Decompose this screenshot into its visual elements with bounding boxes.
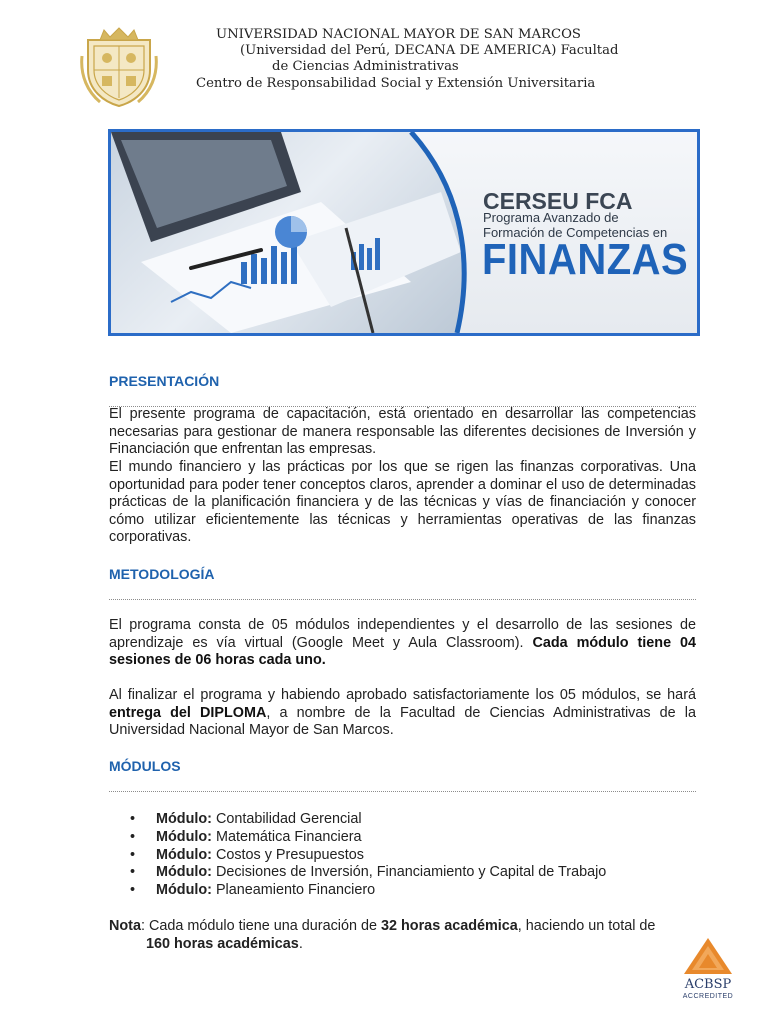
note-text-a: : Cada módulo tiene una duración de xyxy=(140,918,381,934)
section-divider xyxy=(109,791,696,792)
bullet: • xyxy=(130,882,136,899)
section-heading-presentacion: PRESENTACIÓN xyxy=(109,373,220,389)
module-name: Costos y Presupuestos xyxy=(215,846,364,863)
note-block xyxy=(109,918,655,953)
module-name: Decisiones de Inversión, Financiamiento y Capital de Trabajo xyxy=(215,864,607,881)
bullet: • xyxy=(130,828,136,845)
note-text-b: , haciendo un total de xyxy=(517,918,656,934)
header-center: Centro de Responsabilidad Social y Extensión Universitaria xyxy=(196,76,596,91)
banner-subtitle-line1: Programa Avanzado de xyxy=(483,210,619,225)
acbsp-wordmark: ACBSP xyxy=(684,977,732,992)
bullet: • xyxy=(130,864,136,881)
metodologia-p1-bold: Cada módulo tiene 04 sesiones de 06 horas cada uno. xyxy=(109,634,697,669)
section-heading-metodologia: METODOLOGÍA xyxy=(109,566,215,582)
note-hours-total: 160 horas académicas xyxy=(146,935,299,952)
note-line-2 xyxy=(109,936,655,954)
note-label: Nota xyxy=(109,918,141,934)
module-label: Módulo: xyxy=(156,811,212,827)
university-seal-logo xyxy=(80,26,158,108)
bullet: • xyxy=(130,811,136,827)
modules-list xyxy=(130,811,606,900)
module-name: Contabilidad Gerencial xyxy=(215,811,362,827)
banner-blue-arc xyxy=(111,132,483,333)
bullet: • xyxy=(130,846,136,863)
acbsp-tagline: ACCREDITED xyxy=(682,993,734,1000)
module-label: Módulo: xyxy=(156,882,212,899)
header-university-name: UNIVERSIDAD NACIONAL MAYOR DE SAN MARCOS xyxy=(216,27,581,42)
note-line-1 xyxy=(109,918,655,936)
metodologia-p2-text-a: Al finalizar el programa y habiendo aprobado satisfactoriamente los 05 módulos, se hará xyxy=(109,687,696,703)
section-divider xyxy=(109,599,696,600)
metodologia-p2-bold: entrega del DIPLOMA xyxy=(109,704,267,721)
module-name: Matemática Financiera xyxy=(215,828,362,845)
module-label: Módulo: xyxy=(156,864,212,881)
section-heading-modulos: MÓDULOS xyxy=(109,758,181,774)
presentacion-paragraph-2: El mundo financiero y las prácticas por los que se rigen las finanzas corporativas. Una oportunidad para poder tener conceptos claros, aprender a dominar el uso de determinadas prácticas de la planificación financiera y de las técnicas y vías de financiación y conocer cómo utilizar eficientemente las técnicas y herramientas operativas de las finanzas corporativas. xyxy=(109,459,696,546)
banner-title: CERSEU FCA xyxy=(483,188,633,214)
module-label: Módulo: xyxy=(156,846,212,863)
module-name: Planeamiento Financiero xyxy=(215,882,376,899)
list-item xyxy=(130,882,606,900)
header-university-subtitle: (Universidad del Perú, DECANA DE AMERICA) Facultad xyxy=(240,43,619,58)
list-item xyxy=(130,847,606,865)
header-faculty: de Ciencias Administrativas xyxy=(272,59,459,74)
metodologia-p1-text: El programa consta de 05 módulos independientes y el desarrollo de las sesiones de aprendizaje es vía virtual (Google Meet y Aula Classroom). xyxy=(109,617,696,651)
acbsp-accredited-logo xyxy=(676,936,740,1000)
program-banner xyxy=(108,129,700,336)
metodologia-paragraph-1 xyxy=(109,617,696,670)
list-item xyxy=(130,829,606,847)
module-label: Módulo: xyxy=(156,828,212,845)
note-hours-module: 32 horas académica xyxy=(381,918,518,934)
list-item xyxy=(130,864,606,882)
metodologia-p2-text-b: , a nombre de la Facultad de Ciencias Administrativas de la Universidad Nacional Mayor de San Marcos. xyxy=(109,704,697,739)
banner-subtitle-line2: Formación de Competencias en xyxy=(483,225,668,240)
list-item xyxy=(130,811,606,829)
note-text-c: . xyxy=(298,935,303,952)
metodologia-paragraph-2 xyxy=(109,687,696,740)
banner-finanzas-heading: FINANZAS xyxy=(482,236,689,284)
presentacion-paragraph-1: El presente programa de capacitación, está orientado en desarrollar las competencias necesarias para gestionar de manera responsable las diferentes decisiones de Inversión y Financiación que enfrentan las empresas. xyxy=(109,406,696,458)
